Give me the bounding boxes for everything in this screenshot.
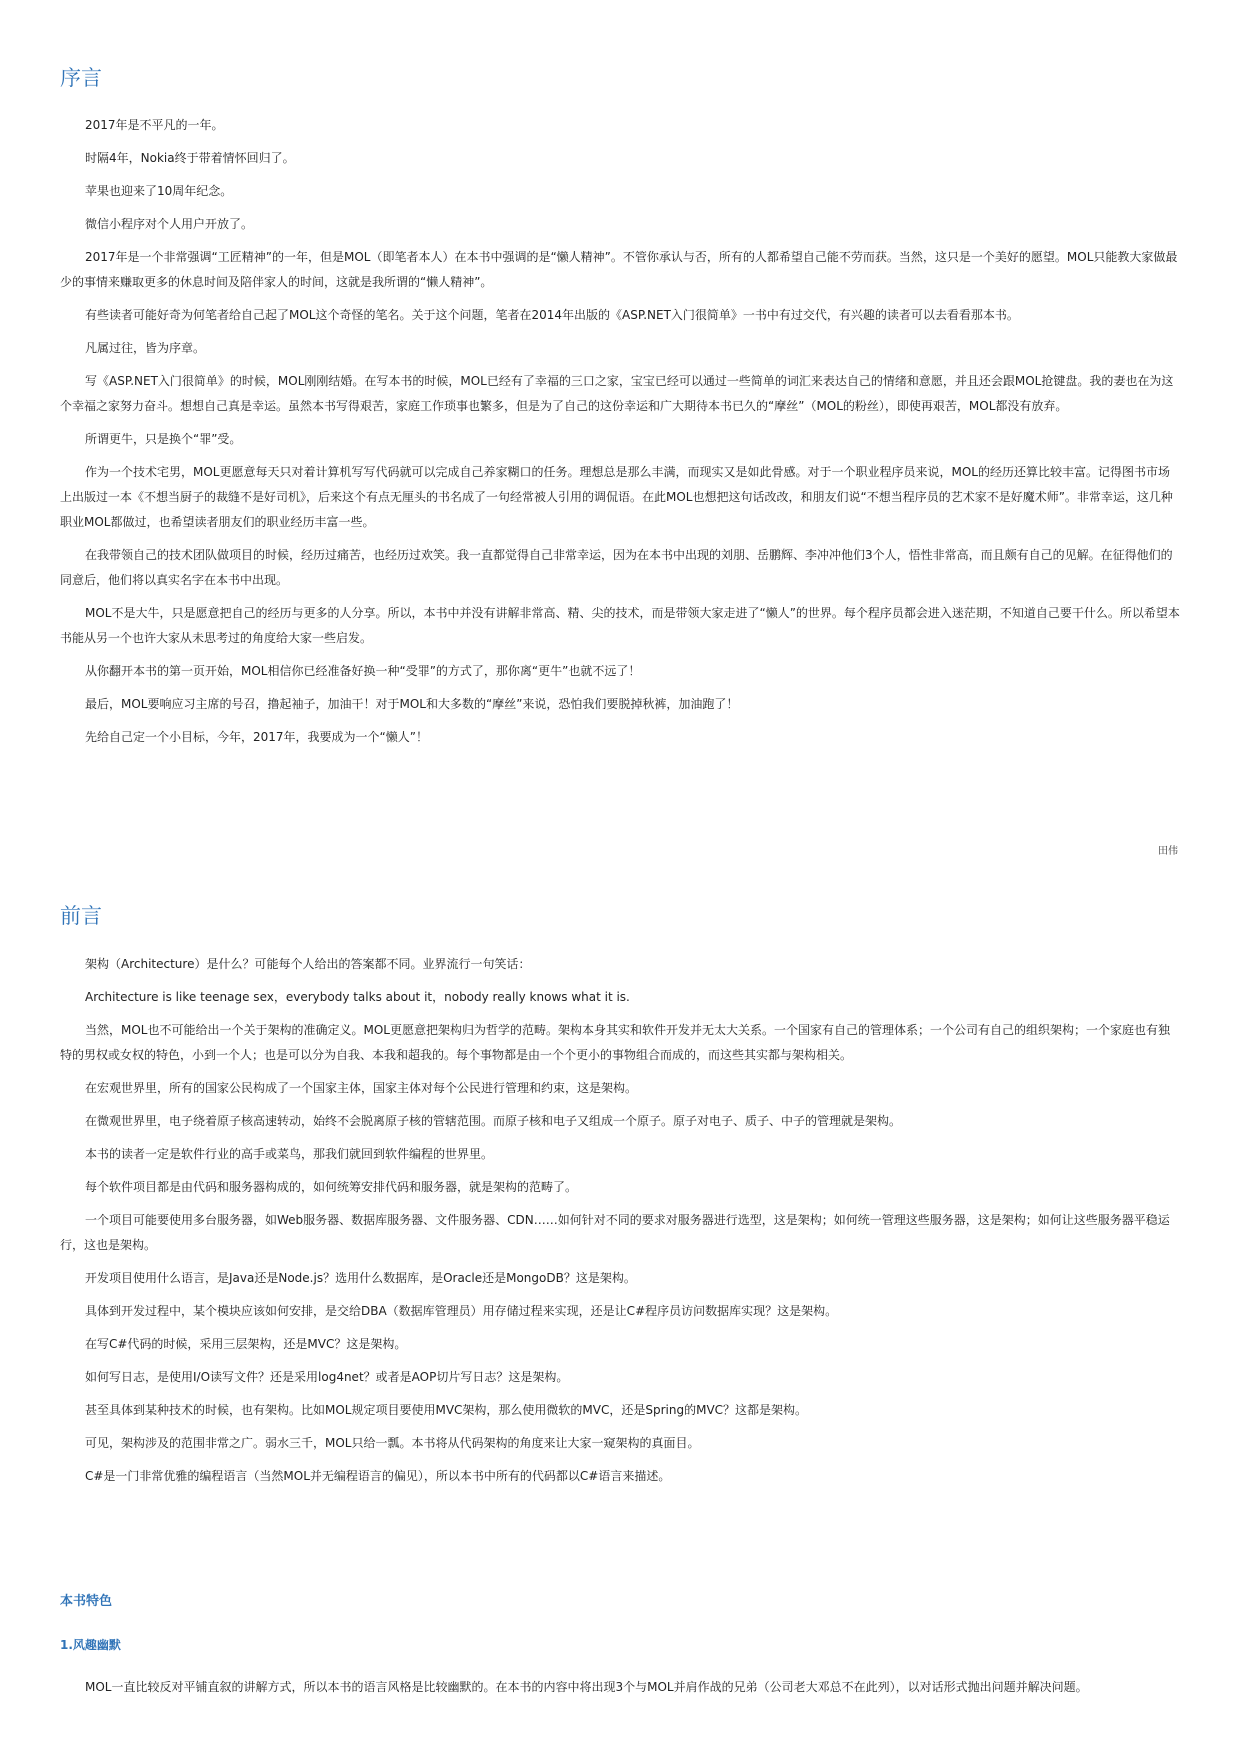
- preface-paragraph: 2017年是不平凡的一年。: [85, 118, 224, 132]
- preface-paragraph: MOL不是大牛，只是愿意把自己的经历与更多的人分享。所以，本书中并没有讲解非常高、精、尖的技术，而是带领大家走进了“懒人”的世界。每个程序员都会进入迷茫期，不知道自己要干什么。所以希望本书能从另一个也许大家从未思考过的角度给大家一些启发。: [60, 606, 1180, 645]
- preface-paragraph: 写《ASP.NET入门很简单》的时候，MOL刚刚结婚。在写本书的时候，MOL已经有了幸福的三口之家，宝宝已经可以通过一些简单的词汇来表达自己的情绪和意愿，并且还会跟MOL抢键盘。我的妻也在为这个幸福之家努力奋斗。想想自己真是幸运。虽然本书写得艰苦，家庭工作琐事也繁多，但是为了自己的这份幸运和广大期待本书已久的“摩丝”（MOL的粉丝），即使再艰苦，MOL都没有放弃。: [60, 374, 1174, 413]
- foreword-paragraph: 当然，MOL也不可能给出一个关于架构的准确定义。MOL更愿意把架构归为哲学的范畴。架构本身其实和软件开发并无太大关系。一个国家有自己的管理体系；一个公司有自己的组织架构；一个家庭也有独特的男权或女权的特色，小到一个人；也是可以分为自我、本我和超我的。每个事物都是由一个个更小的事物组合而成的，而这些其实都与架构相关。: [60, 1023, 1170, 1062]
- preface-paragraph: 时隔4年，Nokia终于带着情怀回归了。: [85, 151, 295, 165]
- preface-paragraph: 最后，MOL要响应习主席的号召，撸起袖子，加油干！对于MOL和大多数的“摩丝”来说，恐怕我们要脱掉秋裤，加油跑了！: [85, 697, 739, 711]
- preface-paragraph: 所谓更牛，只是换个“罪”受。: [85, 432, 242, 446]
- foreword-paragraph: 如何写日志，是使用I/O读写文件？还是采用log4net？或者是AOP切片写日志？这是架构。: [85, 1370, 569, 1384]
- foreword-paragraph: 开发项目使用什么语言，是Java还是Node.js？选用什么数据库，是Oracle还是MongoDB？这是架构。: [85, 1271, 636, 1285]
- foreword-paragraph: 一个项目可能要使用多台服务器，如Web服务器、数据库服务器、文件服务器、CDN……如何针对不同的要求对服务器进行选型，这是架构；如何统一管理这些服务器，这是架构；如何让这些服务器平稳运行，这也是架构。: [60, 1213, 1170, 1252]
- preface-signature: 田伟: [1158, 846, 1178, 857]
- foreword-paragraph: 甚至具体到某种技术的时候，也有架构。比如MOL规定项目要使用MVC架构，那么使用微软的MVC，还是Spring的MVC？这都是架构。: [85, 1403, 808, 1417]
- foreword-paragraph: 可见，架构涉及的范围非常之广。弱水三千，MOL只给一瓢。本书将从代码架构的角度来让大家一窥架构的真面目。: [85, 1436, 700, 1450]
- preface-paragraph: 先给自己定一个小目标，今年，2017年，我要成为一个“懒人”！: [85, 730, 428, 744]
- preface-paragraph: 微信小程序对个人用户开放了。: [85, 217, 254, 231]
- feature-1-body: [60, 1675, 1180, 1700]
- foreword-paragraph: 具体到开发过程中，某个模块应该如何安排，是交给DBA（数据库管理员）用存储过程来实现，还是让C#程序员访问数据库实现？这是架构。: [85, 1304, 838, 1318]
- foreword-paragraph: 每个软件项目都是由代码和服务器构成的，如何统筹安排代码和服务器，就是架构的范畴了。: [85, 1180, 578, 1194]
- preface-paragraph: 在我带领自己的技术团队做项目的时候，经历过痛苦，也经历过欢笑。我一直都觉得自己非常幸运，因为在本书中出现的刘朋、岳鹏辉、李冲冲他们3个人，悟性非常高，而且颇有自己的见解。在征得他们的同意后，他们将以真实名字在本书中出现。: [60, 548, 1173, 587]
- foreword-paragraph: 在写C#代码的时候，采用三层架构，还是MVC？这是架构。: [85, 1337, 407, 1351]
- preface-paragraph: 有些读者可能好奇为何笔者给自己起了MOL这个奇怪的笔名。关于这个问题，笔者在2014年出版的《ASP.NET入门很简单》一书中有过交代，有兴趣的读者可以去看看那本书。: [85, 308, 1019, 322]
- foreword-paragraph: C#是一门非常优雅的编程语言（当然MOL并无编程语言的偏见），所以本书中所有的代码都以C#语言来描述。: [85, 1469, 671, 1483]
- foreword-paragraph: 在宏观世界里，所有的国家公民构成了一个国家主体，国家主体对每个公民进行管理和约束，这是架构。: [85, 1081, 638, 1095]
- foreword-title: 前言: [60, 904, 102, 928]
- foreword-paragraph: 在微观世界里，电子绕着原子核高速转动，始终不会脱离原子核的管辖范围。而原子核和电子又组成一个原子。原子对电子、质子、中子的管理就是架构。: [85, 1114, 902, 1128]
- preface-paragraph: 苹果也迎来了10周年纪念。: [85, 184, 233, 198]
- foreword-paragraph: 本书的读者一定是软件行业的高手或菜鸟，那我们就回到软件编程的世界里。: [85, 1147, 494, 1161]
- foreword-body: [60, 952, 1180, 1497]
- preface-body: [60, 113, 1180, 758]
- preface-paragraph: 作为一个技术宅男，MOL更愿意每天只对着计算机写写代码就可以完成自己养家糊口的任务。理想总是那么丰满，而现实又是如此骨感。对于一个职业程序员来说，MOL的经历还算比较丰富。记得图书市场上出版过一本《不想当厨子的裁缝不是好司机》，后来这个有点无厘头的书名成了一句经常被人引用的调侃语。在此MOL也想把这句话改改，和朋友们说“不想当程序员的艺术家不是好魔术师”。非常幸运，这几种职业MOL都做过，也希望读者朋友们的职业经历丰富一些。: [60, 465, 1173, 529]
- foreword-paragraph: Architecture is like teenage sex，everybody talks about it，nobody really knows what it is.: [85, 990, 630, 1004]
- foreword-paragraph: 架构（Architecture）是什么？可能每个人给出的答案都不同。业界流行一句笑话：: [85, 957, 531, 971]
- feature-1-paragraph: MOL一直比较反对平铺直叙的讲解方式，所以本书的语言风格是比较幽默的。在本书的内容中将出现3个与MOL并肩作战的兄弟（公司老大邓总不在此列），以对话形式抛出问题并解决问题。: [85, 1680, 1088, 1694]
- preface-title: 序言: [60, 66, 102, 90]
- preface-paragraph: 从你翻开本书的第一页开始，MOL相信你已经准备好换一种“受罪”的方式了，那你离“更牛”也就不远了！: [85, 664, 641, 678]
- preface-paragraph: 2017年是一个非常强调“工匠精神”的一年，但是MOL（即笔者本人）在本书中强调的是“懒人精神”。不管你承认与否，所有的人都希望自己能不劳而获。当然，这只是一个美好的愿望。MOL只能教大家做最少的事情来赚取更多的休息时间及陪伴家人的时间，这就是我所谓的“懒人精神”。: [60, 250, 1178, 289]
- feature-1-heading: 1.风趣幽默: [60, 1638, 121, 1652]
- features-heading: 本书特色: [60, 1594, 113, 1609]
- preface-paragraph: 凡属过往，皆为序章。: [85, 341, 206, 355]
